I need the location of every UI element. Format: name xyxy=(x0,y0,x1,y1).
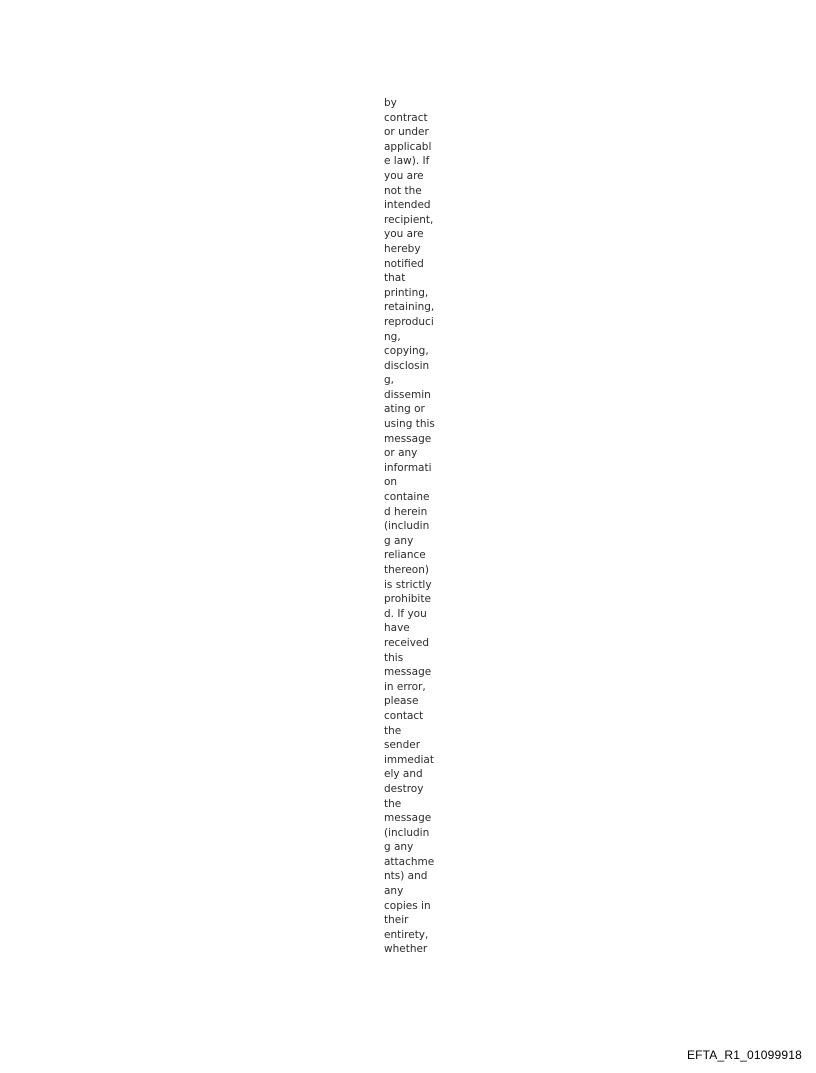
text-line: nts) and xyxy=(384,870,428,883)
text-line: ely and xyxy=(384,768,423,781)
text-line: you are xyxy=(384,169,424,182)
text-line: (includin xyxy=(384,826,430,839)
text-line: prohibite xyxy=(384,593,431,606)
text-line: not the xyxy=(384,184,422,197)
text-line: this xyxy=(384,651,404,664)
text-line: notified xyxy=(384,257,424,270)
text-line: entirety, xyxy=(384,928,429,941)
text-line: ating or xyxy=(384,403,425,416)
text-line: applicabl xyxy=(384,140,432,153)
text-line: whether xyxy=(384,943,428,956)
text-line: the xyxy=(384,797,402,810)
text-line: please xyxy=(384,695,419,708)
text-line: using this xyxy=(384,418,435,431)
text-line: hereby xyxy=(384,242,421,255)
text-line: is strictly xyxy=(384,578,432,591)
text-line: intended xyxy=(384,199,431,212)
text-line: destroy xyxy=(384,782,424,795)
text-line: g, xyxy=(384,374,395,387)
text-line: that xyxy=(384,272,406,285)
text-line: or any xyxy=(384,447,418,460)
text-line: g any xyxy=(384,534,414,547)
text-line: in error, xyxy=(384,680,426,693)
text-line: copies in xyxy=(384,899,431,912)
text-line: informati xyxy=(384,461,432,474)
text-line: thereon) xyxy=(384,564,429,576)
text-line: message xyxy=(384,812,432,825)
text-line: dissemin xyxy=(384,388,431,401)
text-line: the xyxy=(384,724,402,737)
text-line: printing, xyxy=(384,286,429,299)
text-line: e law). If xyxy=(384,155,430,168)
text-line: containe xyxy=(384,491,430,504)
text-line: message xyxy=(384,432,432,445)
text-line: or under xyxy=(384,126,429,139)
text-line: their xyxy=(384,914,409,927)
text-line: reproduci xyxy=(384,315,434,328)
text-line: attachme xyxy=(384,855,435,868)
text-line: you are xyxy=(384,228,424,241)
text-line: (includin xyxy=(384,520,430,533)
text-line: sender xyxy=(384,739,421,752)
text-line: d herein xyxy=(384,505,428,518)
text-line: any xyxy=(384,885,404,898)
text-line: disclosin xyxy=(384,359,430,372)
text-line: d. If you xyxy=(384,607,427,620)
text-line: by xyxy=(384,97,397,109)
bates-number: EFTA_R1_01099918 xyxy=(686,1048,802,1062)
text-line: received xyxy=(384,636,430,649)
text-line: on xyxy=(384,476,398,489)
text-line: contract xyxy=(384,111,428,124)
text-line: retaining, xyxy=(384,301,435,314)
text-line: reliance xyxy=(384,549,426,562)
text-line: copying, xyxy=(384,345,429,358)
text-line: ng, xyxy=(384,330,401,343)
text-line: contact xyxy=(384,709,424,722)
text-line: immediat xyxy=(384,753,434,766)
text-line: message xyxy=(384,666,432,679)
text-line: recipient, xyxy=(384,213,434,226)
disclaimer-text-column xyxy=(384,96,444,957)
text-line: have xyxy=(384,622,410,635)
text-line: g any xyxy=(384,841,414,854)
